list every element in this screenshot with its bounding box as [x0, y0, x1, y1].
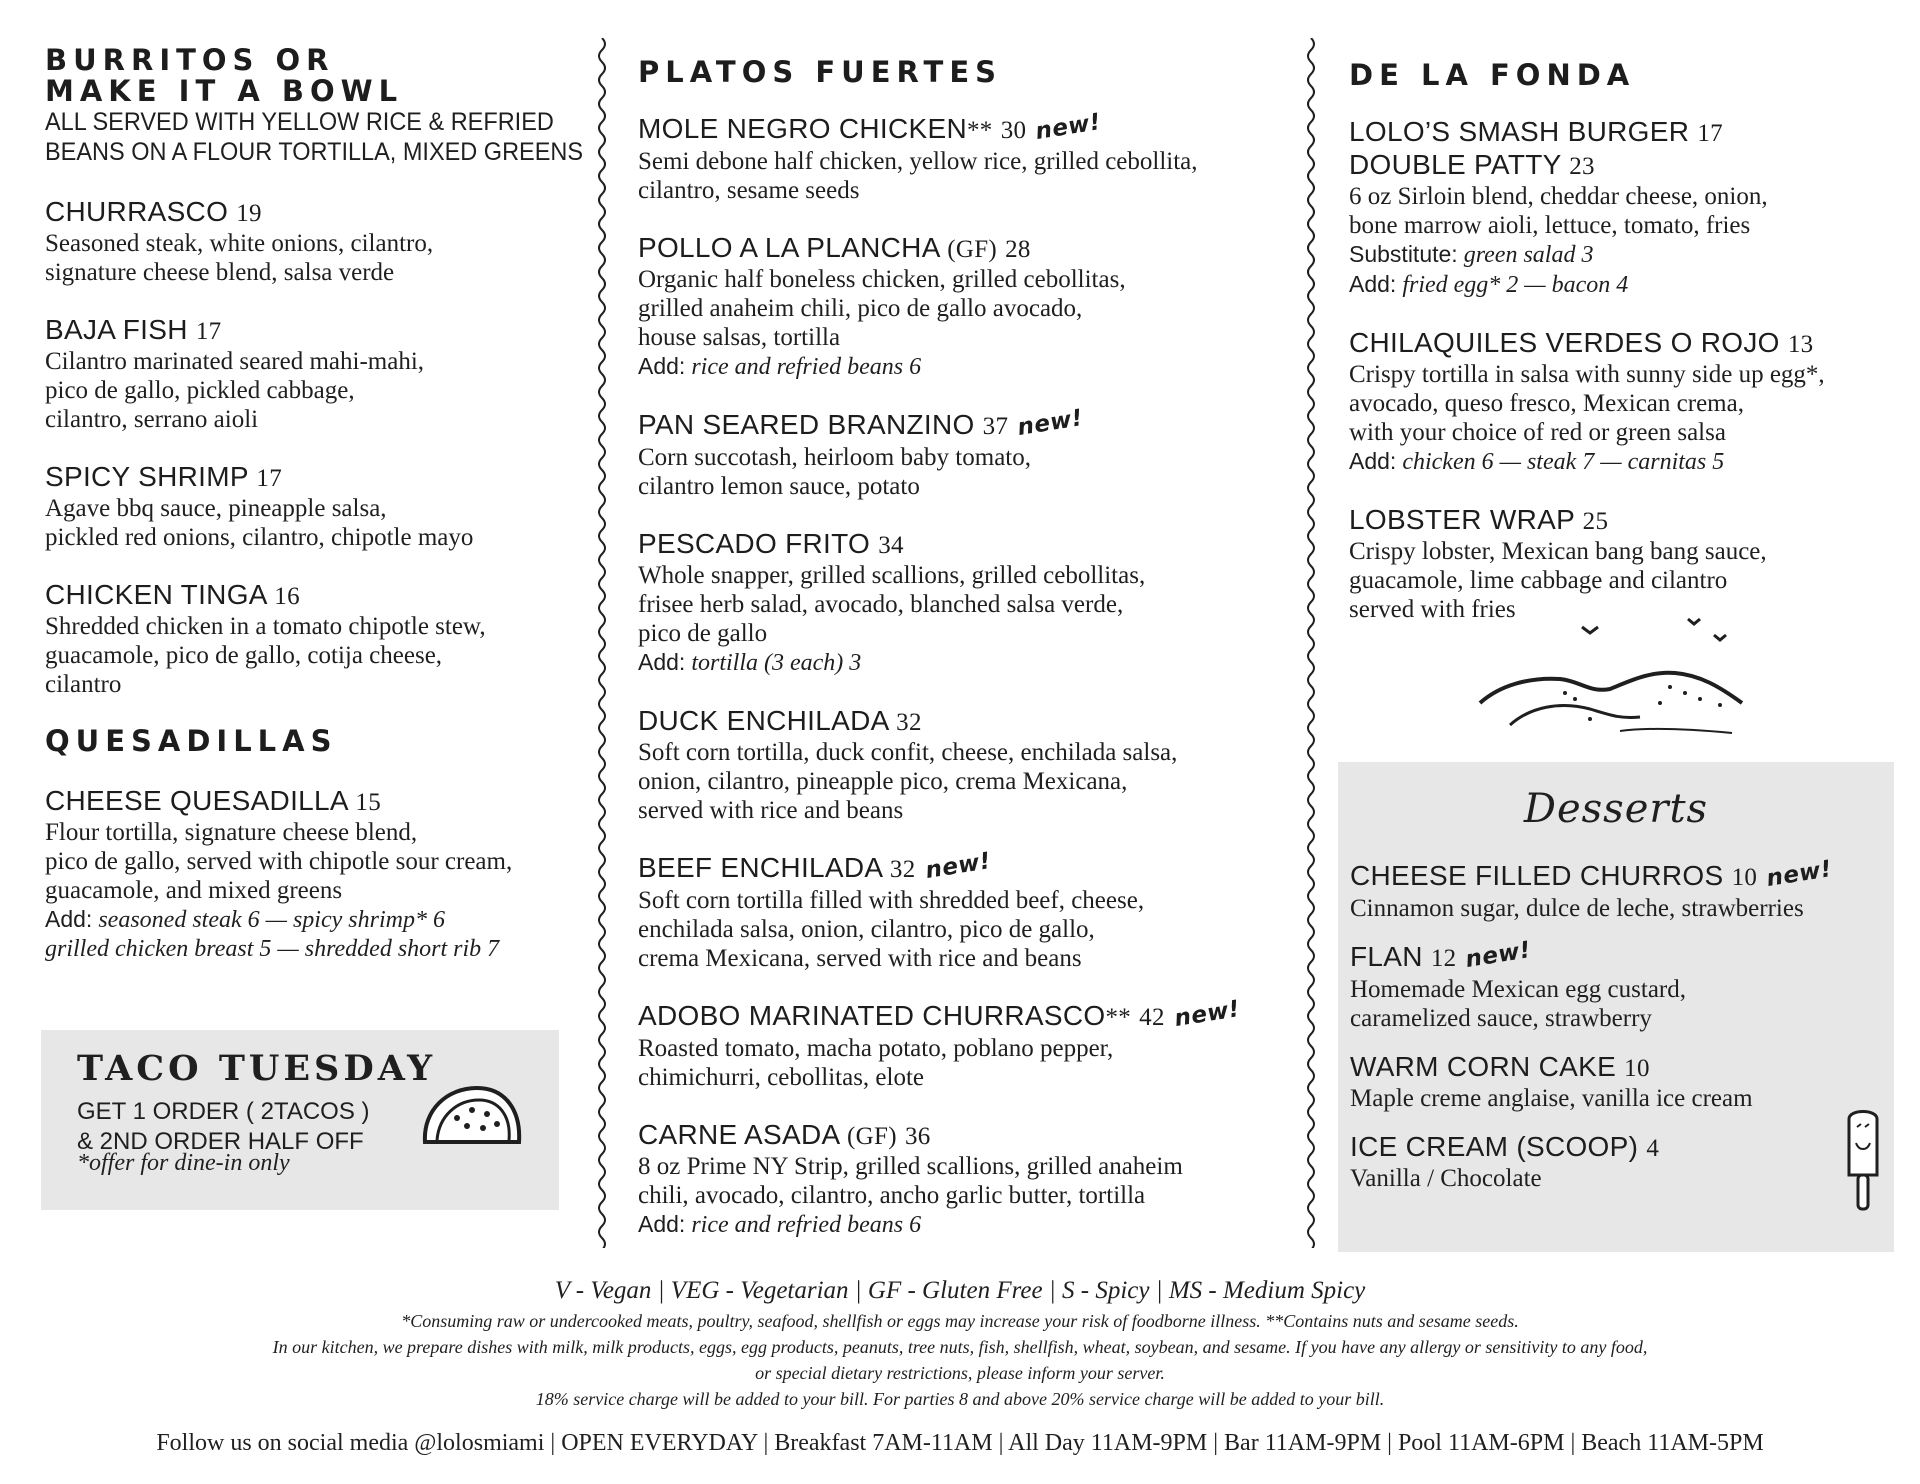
menu-item-mole-negro-chicken	[638, 109, 1278, 205]
item-desc: bone marrow aioli, lettuce, tomato, fries	[1349, 212, 1751, 239]
section-title-line1: BURRITOS OR	[45, 43, 335, 77]
desserts-box	[1338, 762, 1894, 1252]
item-desc: crema Mexicana, served with rice and beans	[638, 945, 1082, 972]
new-badge: new!	[1015, 405, 1085, 442]
item-desc: 8 oz Prime NY Strip, grilled scallions, grilled anaheim	[638, 1153, 1183, 1180]
item-name: ADOBO MARINATED CHURRASCO	[638, 1000, 1106, 1031]
taco-tuesday-line: & 2ND ORDER HALF OFF	[77, 1128, 364, 1155]
disclaimer-line: 18% service charge will be added to your bill. For parties 8 and above 20% service charge will be added to your bill.	[535, 1389, 1385, 1409]
column-de-la-fonda	[1349, 45, 1889, 624]
section-quesadillas	[45, 726, 593, 964]
menu-item-baja-fish	[45, 314, 593, 434]
item-mark: **	[967, 117, 993, 144]
new-badge: new!	[923, 848, 993, 885]
item-desc: house salsas, tortilla	[638, 324, 841, 351]
item-desc: Homemade Mexican egg custard,	[1350, 976, 1686, 1003]
item-add	[638, 648, 1278, 678]
item-desc: chimichurri, cebollitas, elote	[638, 1064, 925, 1091]
item-price: 10	[1731, 864, 1758, 891]
item-desc: frisee herb salad, avocado, blanched salsa verde,	[638, 591, 1124, 618]
item-desc: Vanilla / Chocolate	[1350, 1165, 1542, 1192]
item-substitute	[1349, 240, 1889, 270]
item-price: 13	[1787, 331, 1814, 358]
section-title: DE LA FONDA	[1349, 58, 1636, 92]
item-name: CHILAQUILES VERDES O ROJO	[1349, 327, 1780, 358]
substitute-value: green salad 3	[1463, 242, 1594, 268]
item-price: 37	[982, 413, 1009, 440]
add-label: Add:	[45, 906, 93, 932]
menu-item-ice-cream	[1350, 1131, 1870, 1193]
item-desc: guacamole, lime cabbage and cilantro	[1349, 567, 1728, 594]
item-name: BEEF ENCHILADA	[638, 852, 882, 883]
add-label: Add:	[638, 1211, 686, 1237]
item-desc: Crispy tortilla in salsa with sunny side up egg*,	[1349, 361, 1825, 388]
add-value: chicken 6 — steak 7 — carnitas 5	[1402, 449, 1725, 475]
menu-item-churrasco	[45, 196, 593, 287]
item-name: FLAN	[1350, 941, 1423, 972]
item-tag: (GF)	[947, 236, 998, 263]
desserts-list	[1350, 842, 1870, 1193]
item-price: 16	[274, 583, 300, 610]
add-value: grilled chicken breast 5 — shredded short rib 7	[45, 936, 500, 962]
item-price: 10	[1624, 1055, 1650, 1082]
taco-tuesday-title: TACO TUESDAY	[77, 1048, 437, 1089]
new-badge: new!	[1172, 996, 1242, 1033]
disclaimer-line: In our kitchen, we prepare dishes with milk, milk products, eggs, egg products, peanuts, tree nuts, fish, shellfish, wheat, soybean, and sesame. If you have any allergy or sensitivity to any food,	[272, 1337, 1648, 1357]
item-name: CHURRASCO	[45, 196, 229, 227]
taco-icon	[417, 1080, 527, 1165]
menu-item-pollo-a-la-plancha	[638, 232, 1278, 382]
item-desc: cilantro, serrano aioli	[45, 406, 259, 433]
item-price: 17	[195, 318, 222, 345]
item-desc: caramelized sauce, strawberry	[1350, 1005, 1652, 1032]
disclaimer-line: *Consuming raw or undercooked meats, poultry, seafood, shellfish or eggs may increase your risk of foodborne illness. **Contains nuts and sesame seeds.	[401, 1311, 1519, 1331]
item-price: 23	[1569, 153, 1595, 180]
section-title-line2: MAKE IT A BOWL	[45, 74, 404, 108]
item-desc: with your choice of red or green salsa	[1349, 419, 1726, 446]
item-add	[638, 352, 1278, 382]
menu-item-cheese-filled-churros	[1350, 856, 1870, 923]
taco-tuesday-box	[41, 1030, 559, 1210]
item-desc: Soft corn tortilla, duck confit, cheese, enchilada salsa,	[638, 739, 1178, 766]
item-name: CARNE ASADA	[638, 1119, 839, 1150]
section-subtitle-line2: BEANS ON A FLOUR TORTILLA, MIXED GREENS	[45, 138, 584, 166]
item-desc: enchilada salsa, onion, cilantro, pico de gallo,	[638, 916, 1095, 943]
item-desc: Organic half boneless chicken, grilled cebollitas,	[638, 266, 1126, 293]
item-name: LOBSTER WRAP	[1349, 504, 1575, 535]
item-desc: Seasoned steak, white onions, cilantro,	[45, 230, 434, 257]
item-desc: avocado, queso fresco, Mexican crema,	[1349, 390, 1744, 417]
add-label: Add:	[1349, 448, 1397, 474]
item-desc: cilantro	[45, 671, 122, 698]
item-name: DUCK ENCHILADA	[638, 705, 889, 736]
item-price: 34	[878, 532, 904, 559]
menu-item-chilaquiles	[1349, 327, 1889, 477]
item-desc: Shredded chicken in a tomato chipotle stew,	[45, 613, 486, 640]
dietary-legend: V - Vegan | VEG - Vegetarian | GF - Gluten Free | S - Spicy | MS - Medium Spicy	[554, 1277, 1366, 1304]
item-desc: 6 oz Sirloin blend, cheddar cheese, onion,	[1349, 183, 1768, 210]
item-name: PESCADO FRITO	[638, 528, 871, 559]
item-add	[45, 905, 593, 935]
item-desc: Semi debone half chicken, yellow rice, grilled cebollita,	[638, 148, 1198, 175]
item-name: ICE CREAM (SCOOP)	[1350, 1131, 1639, 1162]
column-burritos	[45, 45, 593, 964]
menu-item-pescado-frito	[638, 528, 1278, 678]
item-desc: Maple creme anglaise, vanilla ice cream	[1350, 1085, 1753, 1112]
disclaimer-line: or special dietary restrictions, please inform your server.	[755, 1363, 1165, 1383]
menu-item-chicken-tinga	[45, 579, 593, 699]
item-price: 17	[256, 465, 282, 492]
item-name: CHEESE QUESADILLA	[45, 785, 348, 816]
item-add	[1349, 270, 1889, 300]
taco-tuesday-line: GET 1 ORDER ( 2TACOS )	[77, 1098, 370, 1125]
menu-item-flan	[1350, 937, 1870, 1033]
item-name: CHEESE FILLED CHURROS	[1350, 860, 1724, 891]
menu-item-smash-burger	[1349, 116, 1889, 300]
item-desc: Cinnamon sugar, dulce de leche, strawberries	[1350, 895, 1804, 922]
item-desc: onion, cilantro, pineapple pico, crema Mexicana,	[638, 768, 1128, 795]
social-hours-line: Follow us on social media @lolosmiami | OPEN EVERYDAY | Breakfast 7AM-11AM | All Day 11AM-9PM | Bar 11AM-9PM | Pool 11AM-6PM | Beach 11AM-5PM	[156, 1430, 1764, 1456]
item-price: 30	[1000, 117, 1027, 144]
item-price: 15	[355, 789, 382, 816]
item-desc: Corn succotash, heirloom baby tomato,	[638, 444, 1031, 471]
add-value: fried egg* 2 — bacon 4	[1402, 272, 1629, 298]
item-desc: served with rice and beans	[638, 797, 904, 824]
item-price: 17	[1697, 120, 1723, 147]
wavy-divider-icon	[1303, 38, 1319, 1248]
section-title: PLATOS FUERTES	[638, 55, 1003, 89]
item-desc: pickled red onions, cilantro, chipotle mayo	[45, 524, 474, 551]
item-desc: guacamole, and mixed greens	[45, 877, 343, 904]
item-name: LOLO’S SMASH BURGER	[1349, 116, 1690, 147]
item-tag: (GF)	[847, 1123, 897, 1150]
add-label: Add:	[1349, 271, 1397, 297]
menu-item-adobo-marinated-churrasco	[638, 996, 1278, 1092]
item-desc: cilantro, sesame seeds	[638, 177, 860, 204]
item-desc: pico de gallo	[638, 620, 768, 647]
item-desc: Whole snapper, grilled scallions, grilled cebollitas,	[638, 562, 1146, 589]
section-subtitle-line1: ALL SERVED WITH YELLOW RICE & REFRIED	[45, 108, 554, 136]
new-badge: new!	[1764, 856, 1834, 893]
item-desc: cilantro lemon sauce, potato	[638, 473, 920, 500]
item-name: POLLO A LA PLANCHA	[638, 232, 940, 263]
item-desc: Soft corn tortilla filled with shredded beef, cheese,	[638, 887, 1145, 914]
item-name: CHICKEN TINGA	[45, 579, 267, 610]
item-add	[45, 935, 593, 964]
item-name: WARM CORN CAKE	[1350, 1051, 1617, 1082]
item-desc: pico de gallo, served with chipotle sour cream,	[45, 848, 513, 875]
item-price: 12	[1430, 945, 1457, 972]
item-desc: Agave bbq sauce, pineapple salsa,	[45, 495, 387, 522]
item-name: DOUBLE PATTY	[1349, 149, 1562, 180]
mountains-birds-icon	[1470, 615, 1760, 750]
item-price: 4	[1646, 1135, 1660, 1162]
desserts-title: Desserts	[1523, 786, 1709, 832]
item-desc: served with fries	[1349, 596, 1516, 623]
new-badge: new!	[1464, 937, 1534, 974]
menu-item-lobster-wrap	[1349, 504, 1889, 624]
menu-item-pan-seared-branzino	[638, 405, 1278, 501]
item-name: BAJA FISH	[45, 314, 188, 345]
item-desc: Cilantro marinated seared mahi-mahi,	[45, 348, 425, 375]
add-value: tortilla (3 each) 3	[691, 650, 862, 676]
item-price: 36	[904, 1123, 931, 1150]
item-desc: Roasted tomato, macha potato, poblano pepper,	[638, 1035, 1114, 1062]
item-desc: signature cheese blend, salsa verde	[45, 259, 395, 286]
item-price: 32	[896, 709, 922, 736]
substitute-label: Substitute:	[1349, 241, 1458, 267]
menu-item-warm-corn-cake	[1350, 1051, 1870, 1113]
item-name: SPICY SHRIMP	[45, 461, 249, 492]
taco-tuesday-note: *offer for dine-in only	[77, 1150, 290, 1176]
item-price: 28	[1005, 236, 1031, 263]
item-desc: pico de gallo, pickled cabbage,	[45, 377, 355, 404]
item-add	[638, 1210, 1278, 1240]
column-platos-fuertes	[638, 45, 1278, 1240]
item-name: MOLE NEGRO CHICKEN	[638, 113, 967, 144]
item-price: 25	[1582, 508, 1609, 535]
item-price: 19	[236, 200, 262, 227]
menu-item-duck-enchilada	[638, 705, 1278, 825]
wavy-divider-icon	[594, 38, 610, 1248]
item-price: 42	[1139, 1004, 1165, 1031]
add-value: rice and refried beans 6	[691, 354, 922, 380]
menu-item-carne-asada	[638, 1119, 1278, 1240]
popsicle-icon	[1843, 1105, 1883, 1220]
new-badge: new!	[1033, 109, 1103, 146]
section-burritos	[45, 45, 593, 699]
item-name: PAN SEARED BRANZINO	[638, 409, 975, 440]
add-label: Add:	[638, 353, 686, 379]
item-desc: Flour tortilla, signature cheese blend,	[45, 819, 418, 846]
menu-item-beef-enchilada	[638, 848, 1278, 973]
item-desc: chili, avocado, cilantro, ancho garlic butter, tortilla	[638, 1182, 1146, 1209]
item-price: 32	[889, 856, 916, 883]
menu-item-cheese-quesadilla	[45, 785, 593, 964]
item-desc: grilled anaheim chili, pico de gallo avocado,	[638, 295, 1083, 322]
item-desc: guacamole, pico de gallo, cotija cheese,	[45, 642, 443, 669]
section-title: QUESADILLAS	[45, 724, 338, 758]
item-mark: **	[1105, 1004, 1132, 1031]
menu-item-spicy-shrimp	[45, 461, 593, 552]
add-label: Add:	[638, 649, 686, 675]
add-value: rice and refried beans 6	[691, 1212, 922, 1238]
add-value: seasoned steak 6 — spicy shrimp* 6	[98, 907, 445, 933]
item-desc: Crispy lobster, Mexican bang bang sauce,	[1349, 538, 1767, 565]
item-add	[1349, 447, 1889, 477]
